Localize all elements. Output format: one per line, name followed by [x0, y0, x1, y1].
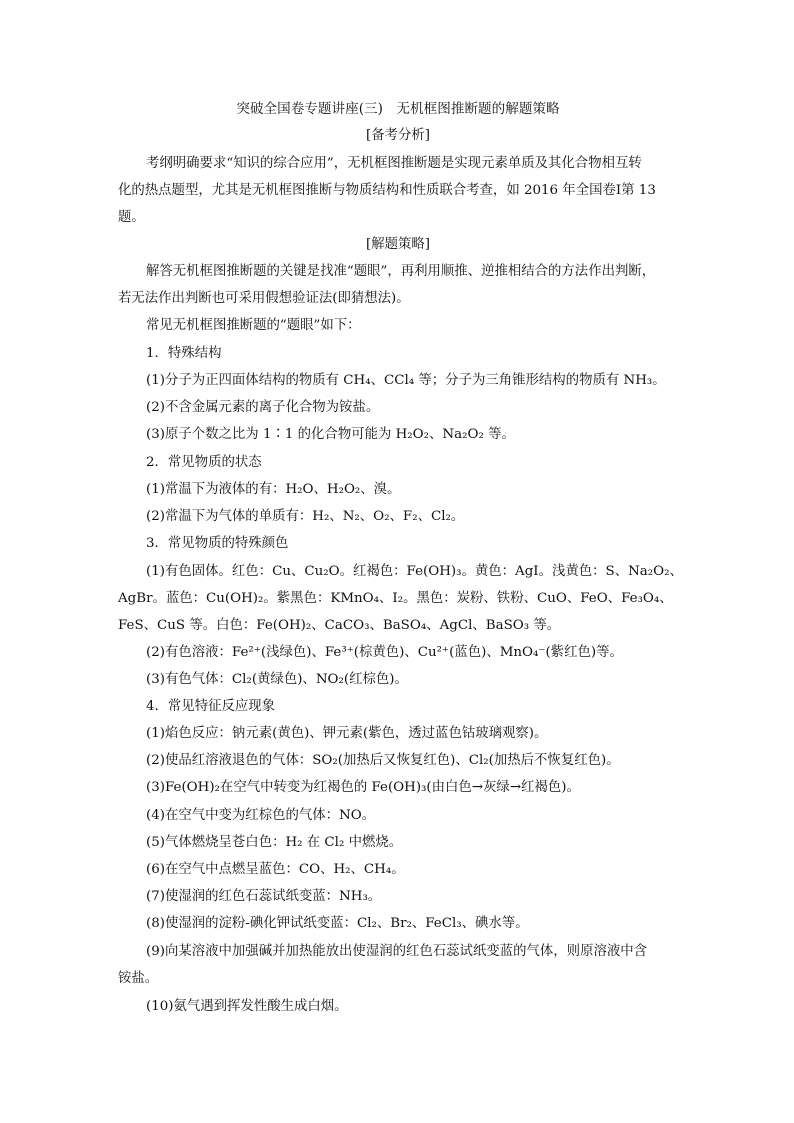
item-4-6: (6)在空气中点燃呈蓝色：CO、H₂、CH₄。 — [146, 862, 405, 877]
item-2-2: (2)常温下为气体的单质有：H₂、N₂、O₂、F₂、Cl₂。 — [146, 509, 465, 524]
item-4-10: (10)氨气遇到挥发性酸生成白烟。 — [146, 999, 348, 1014]
item-2-1: (1)常温下为液体的有：H₂O、H₂O₂、溴。 — [146, 482, 401, 497]
item-4-3: (3)Fe(OH)₂在空气中转变为红褐色的 Fe(OH)₃(由白色→灰绿→红褐色)。 — [146, 780, 580, 795]
item-3-3: (3)有色气体：Cl₂(黄绿色)、NO₂(红棕色)。 — [146, 672, 408, 687]
item-3-1-line-2: AgBr。蓝色：Cu(OH)₂。紫黑色：KMnO₄、I₂。黑色：炭粉、铁粉、CuO、FeO、Fe₃O₄、 — [118, 591, 673, 606]
item-1-1: (1)分子为正四面体结构的物质有 CH₄、CCl₄ 等；分子为三角锥形结构的物质有 NH₃。 — [146, 373, 666, 388]
strategy-line-2: 若无法作出判断也可采用假想验证法(即猜想法)。 — [118, 291, 410, 306]
section-heading-strategy: [解题策略] — [365, 237, 430, 252]
item-1-3: (3)原子个数之比为 1∶1 的化合物可能为 H₂O₂、Na₂O₂ 等。 — [146, 427, 515, 442]
item-4-9-line-1: (9)向某溶液中加强碱并加热能放出使湿润的红色石蕊试纸变蓝的气体，则原溶液中含 — [146, 944, 648, 959]
heading-common-states: 2．常见物质的状态 — [146, 455, 262, 470]
item-4-5: (5)气体燃烧呈苍白色：H₂ 在 Cl₂ 中燃烧。 — [146, 835, 403, 850]
item-4-2: (2)使品红溶液退色的气体：SO₂(加热后又恢复红色)、Cl₂(加热后不恢复红色)。 — [146, 753, 620, 768]
analysis-line-1: 考纲明确要求“知识的综合应用”，无机框图推断题是实现元素单质及其化合物相互转 — [146, 156, 642, 171]
analysis-line-2: 化的热点题型，尤其是无机框图推断与物质结构和性质联合考查，如 2016 年全国卷Ⅰ第 13 — [118, 183, 656, 198]
heading-reaction-phenomena: 4．常见特征反应现象 — [146, 699, 276, 714]
strategy-line-1: 解答无机框图推断题的关键是找准“题眼”，再利用顺推、逆推相结合的方法作出判断， — [146, 264, 656, 279]
item-3-2: (2)有色溶液：Fe²⁺(浅绿色)、Fe³⁺(棕黄色)、Cu²⁺(蓝色)、MnO₄⁻(紫红色)等。 — [146, 645, 623, 660]
analysis-line-3: 题。 — [118, 210, 145, 225]
item-4-4: (4)在空气中变为红棕色的气体：NO。 — [146, 808, 376, 823]
item-1-2: (2)不含金属元素的离子化合物为铵盐。 — [146, 400, 380, 415]
heading-special-structure: 1．特殊结构 — [146, 346, 222, 361]
item-3-1-line-3: FeS、CuS 等。白色：Fe(OH)₂、CaCO₃、BaSO₄、AgCl、BaSO₃ 等。 — [118, 618, 561, 633]
item-4-9-line-2: 铵盐。 — [118, 971, 159, 986]
strategy-line-3: 常见无机框图推断题的“题眼”如下： — [146, 318, 361, 333]
page-title: 突破全国卷专题讲座(三) 无机框图推断题的解题策略 — [236, 101, 560, 117]
item-4-8: (8)使湿润的淀粉-碘化钾试纸变蓝：Cl₂、Br₂、FeCl₃、碘水等。 — [146, 916, 529, 931]
heading-special-colors: 3．常见物质的特殊颜色 — [146, 536, 289, 551]
item-3-1-line-1: (1)有色固体。红色：Cu、Cu₂O。红褐色：Fe(OH)₃。黄色：AgI。浅黄色：S、Na₂O₂、 — [146, 564, 683, 579]
item-4-1: (1)焰色反应：钠元素(黄色)、钾元素(紫色，透过蓝色钴玻璃观察)。 — [146, 726, 548, 741]
item-4-7: (7)使湿润的红色石蕊试纸变蓝：NH₃。 — [146, 889, 382, 904]
section-heading-analysis: [备考分析] — [365, 128, 430, 143]
